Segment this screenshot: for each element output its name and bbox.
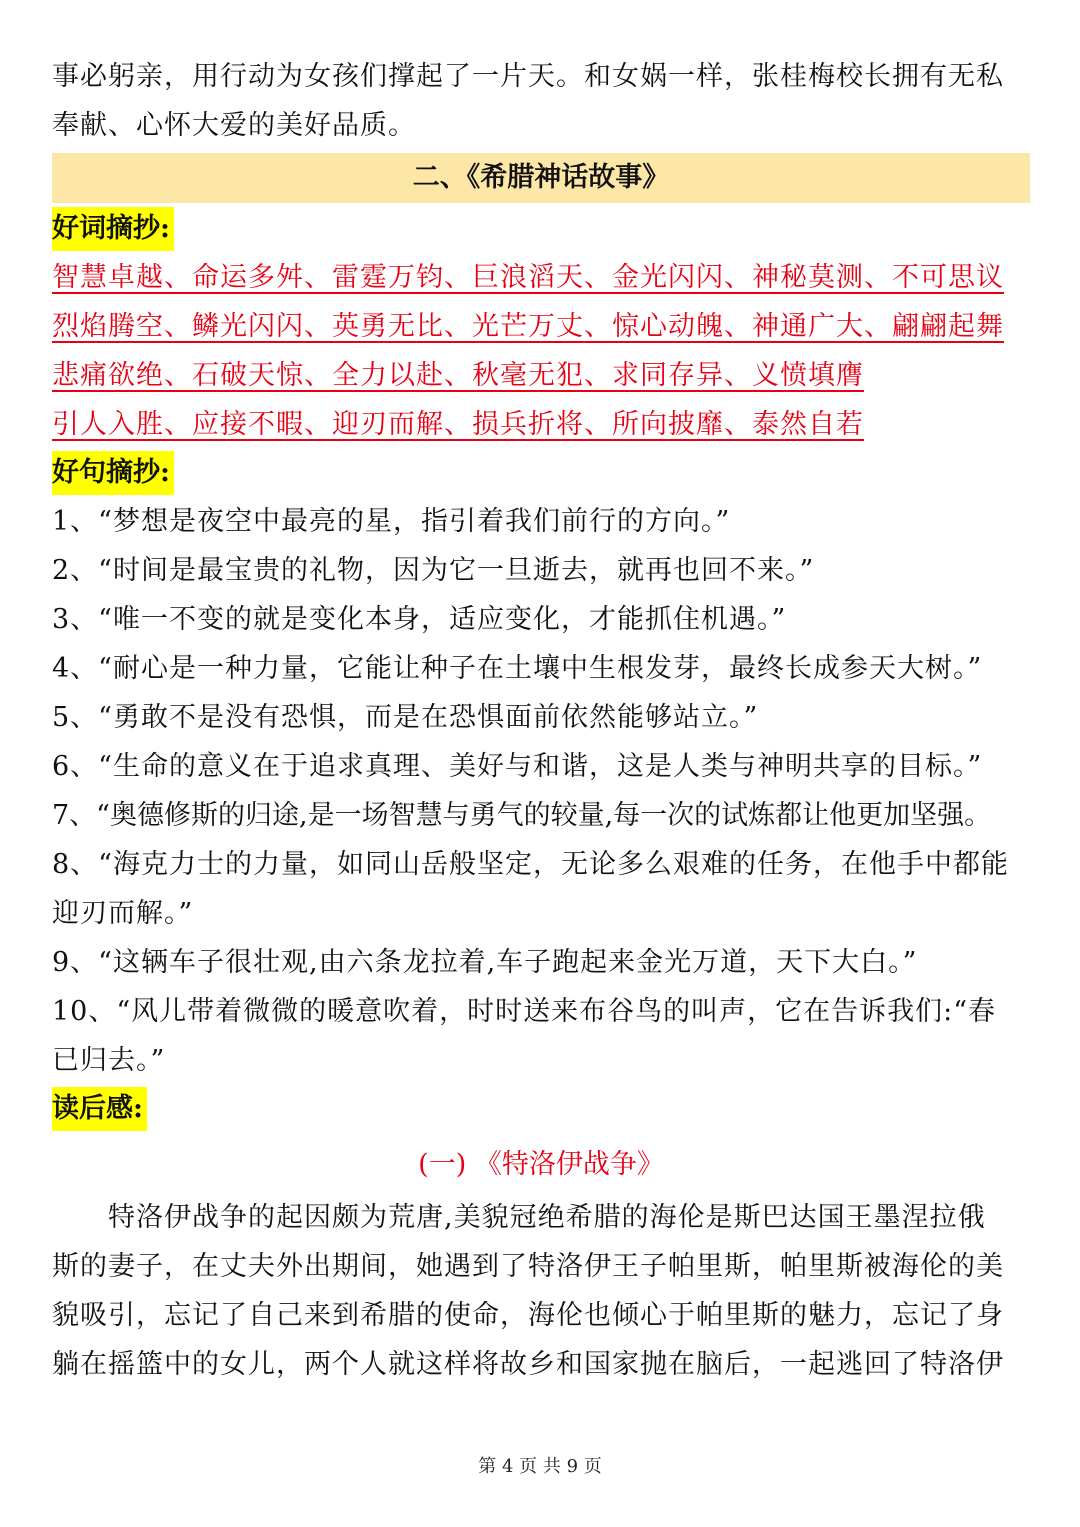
document-page — [52, 0, 1030, 1389]
good-words-label: 好词摘抄: — [52, 207, 174, 251]
sentence-line: 3、“唯一不变的就是变化本身，适应变化，才能抓住机遇。” — [52, 604, 787, 635]
sentence-line: 1、“梦想是夜空中最亮的星，指引着我们前行的方向。” — [52, 506, 731, 537]
sentence-line: 6、“生命的意义在于追求真理、美好与和谐，这是人类与神明共享的目标。” — [52, 751, 983, 782]
sentence-line: 9、“这辆车子很壮观,由六条龙拉着,车子跑起来金光万道，天下大白。” — [52, 947, 918, 978]
intro-paragraph — [52, 52, 1030, 150]
intro-line: 奉献、心怀大爱的美好品质。 — [52, 110, 416, 141]
reflection-line: 貌吸引，忘记了自己来到希腊的使命，海伦也倾心于帕里斯的魅力，忘记了身 — [52, 1300, 1004, 1331]
good-words-line: 智慧卓越、命运多舛、雷霆万钧、巨浪滔天、金光闪闪、神秘莫测、不可思议 — [52, 262, 1004, 293]
reflection-line: 躺在摇篮中的女儿，两个人就这样将故乡和国家抛在脑后，一起逃回了特洛伊 — [52, 1349, 1004, 1380]
good-words-line: 烈焰腾空、鳞光闪闪、英勇无比、光芒万丈、惊心动魄、神通广大、翩翩起舞 — [52, 311, 1004, 342]
intro-line: 事必躬亲，用行动为女孩们撑起了一片天。和女娲一样，张桂梅校长拥有无私 — [52, 61, 1004, 92]
reflection-line: 斯的妻子，在丈夫外出期间，她遇到了特洛伊王子帕里斯，帕里斯被海伦的美 — [52, 1251, 1004, 1282]
reflection-line: 特洛伊战争的起因颇为荒唐,美貌冠绝希腊的海伦是斯巴达国王墨涅拉俄 — [108, 1202, 986, 1233]
sentence-line: 已归去。” — [52, 1045, 166, 1076]
section-title: 二、《希腊神话故事》 — [52, 153, 1030, 203]
good-sentences-list — [52, 497, 1030, 1085]
reflection-paragraph — [52, 1193, 1030, 1389]
good-words-line: 悲痛欲绝、石破天惊、全力以赴、秋毫无犯、求同存异、义愤填膺 — [52, 360, 864, 391]
good-words-line: 引人入胜、应接不暇、迎刃而解、损兵折将、所向披靡、泰然自若 — [52, 409, 864, 440]
good-words-list — [52, 253, 1030, 449]
sentence-line: 7、“奥德修斯的归途,是一场智慧与勇气的较量,每一次的试炼都让他更加坚强。 — [52, 800, 992, 831]
reflection-label: 读后感: — [52, 1087, 147, 1131]
reflection-subtitle: (一) 《特洛伊战争》 — [418, 1149, 664, 1180]
sentence-line: 2、“时间是最宝贵的礼物，因为它一旦逝去，就再也回不来。” — [52, 555, 815, 586]
sentence-line: 8、“海克力士的力量，如同山岳般坚定，无论多么艰难的任务，在他手中都能 — [52, 849, 1009, 880]
sentence-line: 4、“耐心是一种力量，它能让种子在土壤中生根发芽，最终长成参天大树。” — [52, 653, 983, 684]
page-footer: 第 4 页 共 9 页 — [478, 1456, 602, 1477]
sentence-line: 5、“勇敢不是没有恐惧，而是在恐惧面前依然能够站立。” — [52, 702, 759, 733]
sentence-line: 迎刃而解。” — [52, 898, 194, 929]
good-sentences-label: 好句摘抄: — [52, 451, 174, 495]
sentence-line: 10、“风儿带着微微的暖意吹着，时时送来布谷鸟的叫声，它在告诉我们:“春 — [52, 996, 997, 1027]
